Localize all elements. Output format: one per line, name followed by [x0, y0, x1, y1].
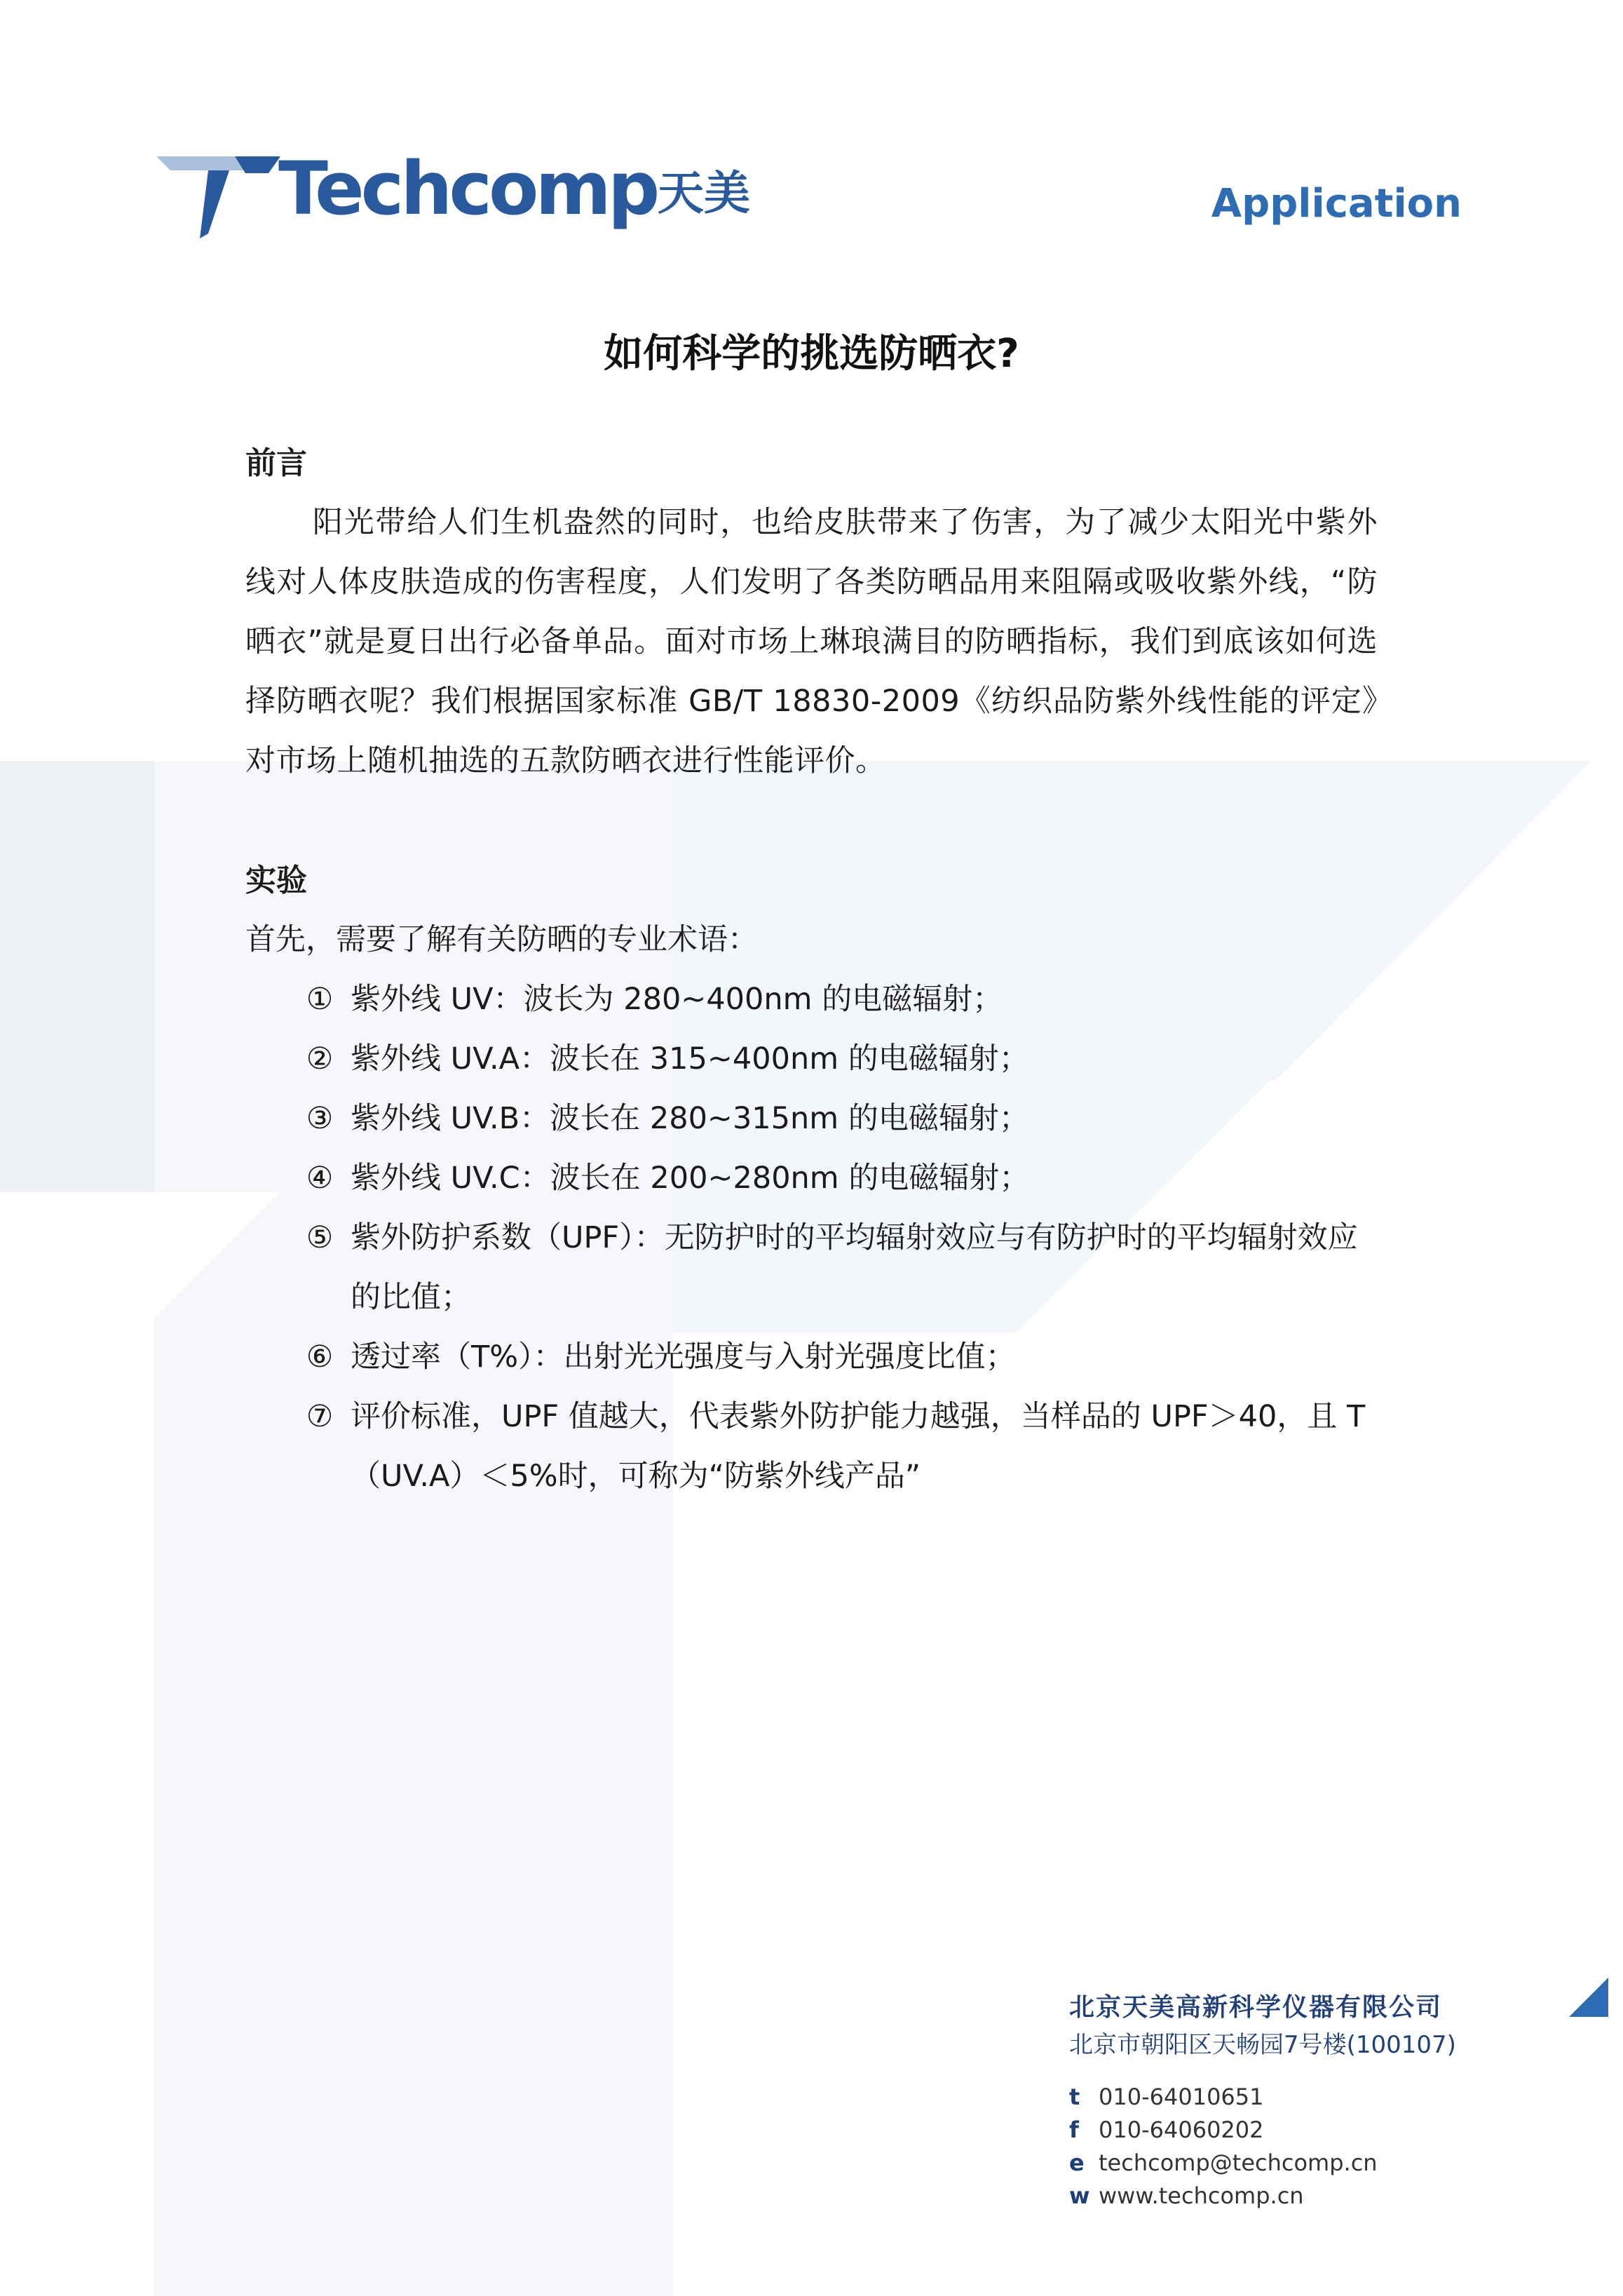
term-list	[245, 970, 1378, 1506]
header-application-label: Application	[1211, 181, 1462, 227]
techcomp-logo	[151, 146, 782, 249]
list-item	[245, 1387, 1378, 1506]
list-item	[245, 1328, 1378, 1387]
list-item	[245, 970, 1378, 1029]
experiment-heading: 实验	[245, 863, 307, 898]
footer-fax-key: f	[1069, 2116, 1079, 2143]
footer-phone-value: 010-64010651	[1099, 2084, 1264, 2110]
list-item-number: ③	[306, 1101, 334, 1136]
list-item	[245, 1208, 1378, 1328]
list-item-text: 紫外防护系数（UPF）：无防护时的平均辐射效应与有防护时的平均辐射效应的比值；	[351, 1220, 1358, 1315]
document-title: 如何科学的挑选防晒衣?	[604, 331, 1019, 377]
techcomp-logo-mark-icon	[151, 151, 284, 242]
footer-address: 北京市朝阳区天畅园7号楼(100107)	[1069, 2031, 1456, 2059]
list-item-number: ⑤	[306, 1220, 334, 1255]
list-item-number: ①	[306, 982, 334, 1017]
logo-chinese-name: 天美	[658, 166, 750, 220]
list-item-number: ④	[306, 1161, 334, 1196]
list-item	[245, 1029, 1378, 1089]
preface-paragraph: 阳光带给人们生机盎然的同时，也给皮肤带来了伤害，为了减少太阳光中紫外线对人体皮肤造成的伤害程度，人们发明了各类防晒品用来阻隔或吸收紫外线，“防晒衣”就是夏日出行必备单品。面对市场上琳琅满目的防晒指标，我们到底该如何选择防晒衣呢？我们根据国家标准 GB/T 18830-2009《纺织品防紫外线性能的评定》对市场上随机抽选的五款防晒衣进行性能评价。	[245, 505, 1378, 778]
list-item-text: 紫外线 UV.B：波长在 280~315nm 的电磁辐射；	[351, 1101, 1029, 1136]
list-item-text: 紫外线 UV.A：波长在 315~400nm 的电磁辐射；	[351, 1041, 1029, 1076]
footer-phone	[1069, 2081, 1456, 2114]
logo-wordmark: Techcomp	[278, 146, 657, 231]
section-spacer	[245, 791, 1378, 851]
list-item	[245, 1149, 1378, 1208]
footer-fax-value: 010-64060202	[1099, 2116, 1264, 2143]
footer-email-key: e	[1069, 2149, 1085, 2176]
document-body	[245, 433, 1378, 1506]
list-item-text: 评价标准，UPF 值越大，代表紫外防护能力越强，当样品的 UPF＞40，且 T（UV.A）＜5%时，可称为“防紫外线产品”	[351, 1399, 1366, 1494]
footer-website-link[interactable]: www.techcomp.cn	[1099, 2182, 1304, 2209]
company-footer	[1069, 1988, 1456, 2213]
footer-website	[1069, 2180, 1456, 2213]
footer-company-name: 北京天美高新科学仪器有限公司	[1069, 1993, 1443, 2022]
list-item-number: ②	[306, 1041, 334, 1076]
list-item-text: 紫外线 UV：波长为 280~400nm 的电磁辐射；	[351, 982, 1003, 1017]
footer-fax	[1069, 2114, 1456, 2147]
list-item	[245, 1089, 1378, 1149]
corner-triangle-icon	[1568, 1976, 1610, 2018]
list-item-number: ⑦	[306, 1399, 334, 1434]
footer-phone-key: t	[1069, 2084, 1080, 2110]
preface-heading: 前言	[245, 445, 307, 481]
experiment-intro: 首先，需要了解有关防晒的专业术语：	[245, 922, 758, 957]
footer-email-link[interactable]: techcomp@techcomp.cn	[1099, 2149, 1378, 2176]
list-item-text: 透过率（T%）：出射光光强度与入射光强度比值；	[351, 1339, 1016, 1375]
footer-email	[1069, 2147, 1456, 2180]
footer-website-key: w	[1069, 2182, 1090, 2209]
list-item-number: ⑥	[306, 1339, 334, 1375]
list-item-text: 紫外线 UV.C：波长在 200~280nm 的电磁辐射；	[351, 1161, 1030, 1196]
